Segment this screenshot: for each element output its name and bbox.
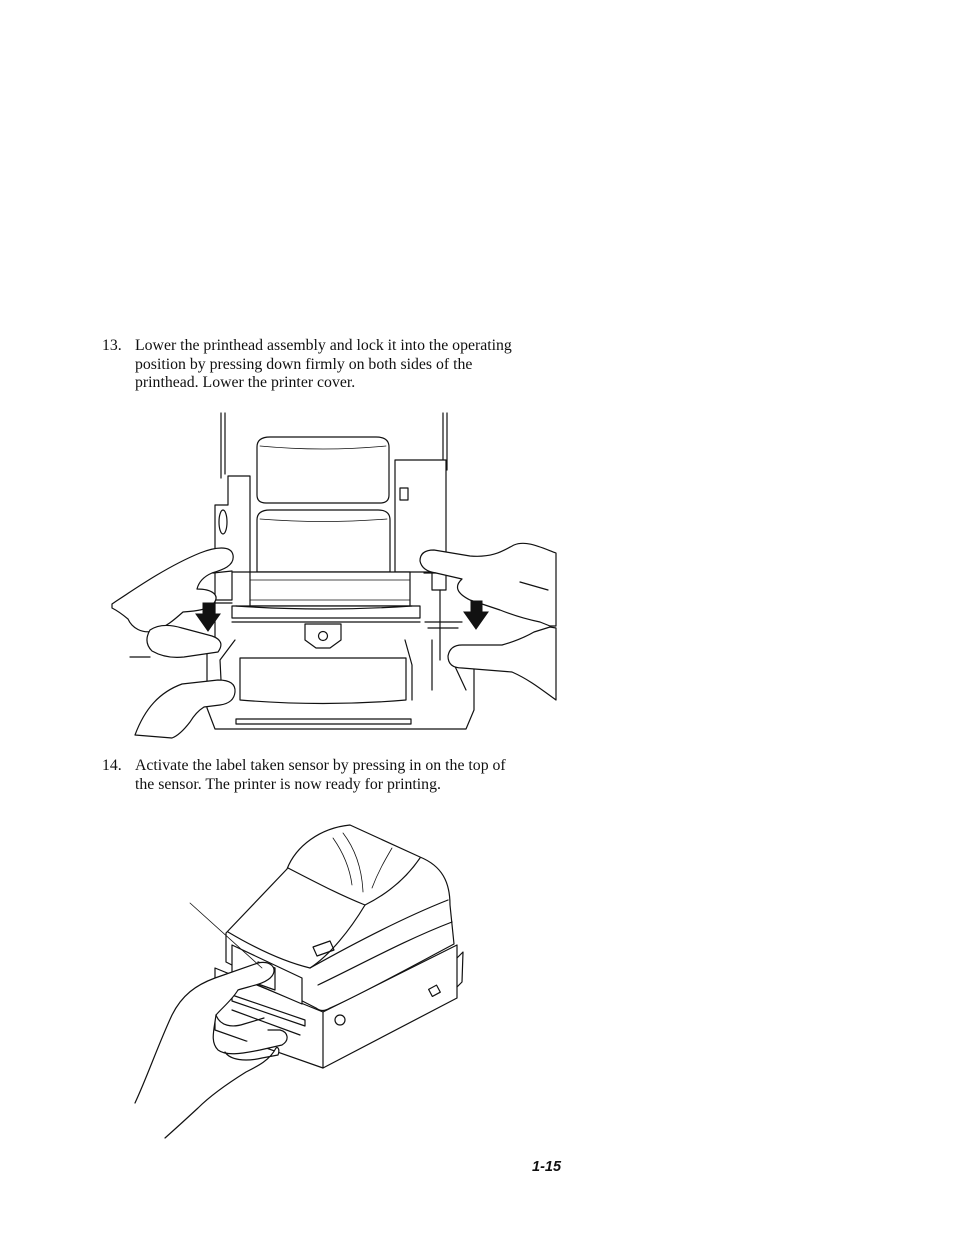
step-line: Activate the label taken sensor by pressing in on the top of	[135, 757, 506, 774]
label-roll	[257, 437, 390, 572]
step-line: printhead. Lower the printer cover.	[135, 374, 356, 392]
step-line: position by pressing down firmly on both sides of the	[135, 355, 473, 373]
printer-foot	[457, 952, 463, 987]
step-line: Lower the printhead assembly and lock it into the operating	[135, 337, 512, 354]
label-taken-sensor-illustration	[120, 815, 480, 1145]
step-instruction	[135, 337, 512, 393]
center-latch-tab	[305, 624, 341, 648]
step-number: 13.	[102, 337, 122, 354]
label-web	[257, 510, 390, 572]
right-hand-thumb	[448, 627, 556, 700]
page-number: 1-15	[532, 1159, 562, 1175]
label-roll-body	[257, 437, 389, 503]
left-guide	[215, 476, 250, 600]
step-line: the sensor. The printer is now ready for printing.	[135, 775, 441, 793]
printhead-bar	[250, 572, 410, 606]
label-output	[240, 658, 406, 704]
base-slot	[236, 719, 411, 724]
printhead-assembly	[232, 572, 420, 648]
cover-arm-left	[221, 413, 225, 478]
printhead-lock-illustration	[100, 405, 570, 745]
step-instruction	[135, 757, 506, 794]
left-hand-thumb	[147, 625, 221, 657]
step-number: 14.	[102, 757, 122, 774]
